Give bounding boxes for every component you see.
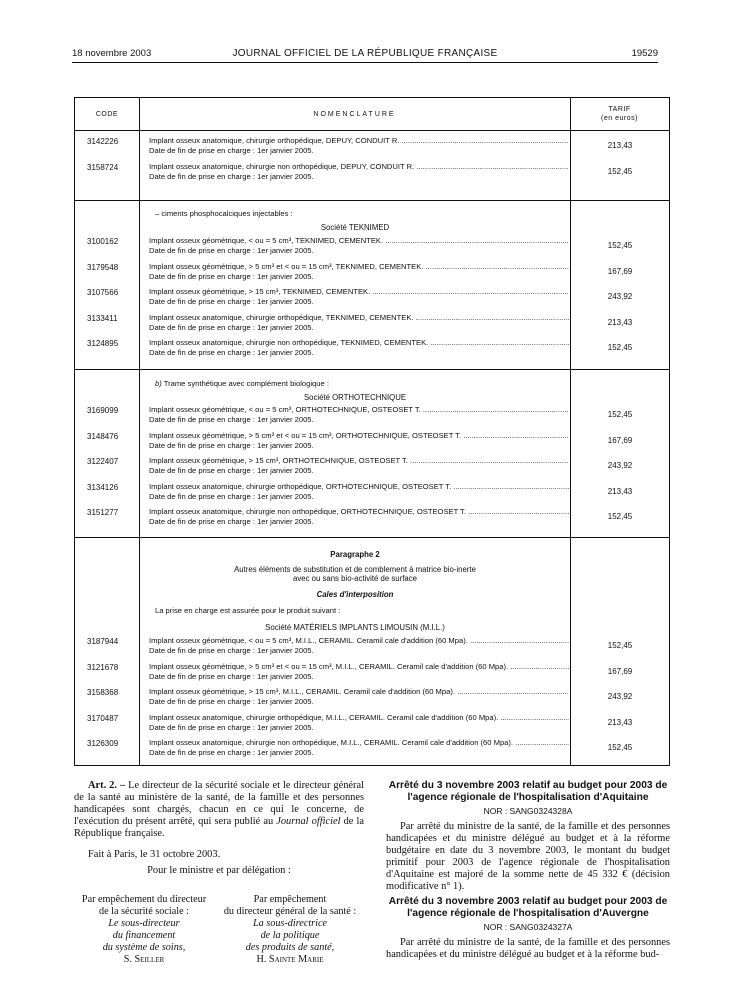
end-date-note: Date de fin de prise en charge : 1er janvier 2005.: [149, 697, 314, 706]
row-description: [149, 662, 569, 682]
description-text: Implant osseux anatomique, chirurgie non orthopédique, M.I.L., CERAMIL. Ceramil cale d'addition (60 Mpa). .....: [149, 738, 569, 748]
row-description: [149, 687, 569, 707]
end-date-note: Date de fin de prise en charge : 1er janvier 2005.: [149, 491, 314, 501]
signature-block-1: Par empêchement du directeur de la sécurité sociale : Le sous-directeur du financement du système de soins, S. Seiller: [74, 894, 214, 966]
signatory-name: H. Sainte Marie: [256, 954, 324, 965]
description-text: Implant osseux géométrique, > 5 cm³ et < ou = 15 cm³, TEKNIMED, CEMENTEK. .....: [149, 262, 569, 272]
article-2: [74, 780, 364, 877]
row-description: [149, 136, 569, 156]
row-description: [149, 262, 569, 282]
end-date-note: Date de fin de prise en charge : 1er janvier 2005.: [149, 466, 314, 475]
row-description: [149, 338, 569, 358]
row-price: 167,69: [607, 266, 633, 276]
row-code: 3151277: [87, 508, 119, 517]
signatory-name: S. Seiller: [123, 954, 165, 965]
section-rule: [75, 369, 669, 370]
row-code: 3142226: [87, 137, 119, 146]
section-letter: b): [155, 379, 162, 388]
arrete-body: Par arrêté du ministre de la santé, de la famille et des personnes handicapées et du ministre délégué au budget et à la réforme budgétaire en date du 3 novembre 2003, le montant du budget primitif pour 2003 de l'agence régionale de l'hospitalisation d'Aquitaine est majoré de la somme nette de 45 332 € (décision modificative n° 1).: [386, 821, 670, 892]
row-price: 213,43: [607, 141, 633, 150]
row-description: [149, 162, 569, 182]
end-date-note: Date de fin de prise en charge : 1er janvier 2005.: [149, 671, 314, 681]
row-description: [149, 738, 569, 758]
row-description: [149, 507, 569, 527]
row-code: 3134126: [87, 482, 119, 492]
row-description: [149, 405, 569, 425]
journal-ref: Journal officiel: [276, 816, 341, 827]
end-date-note: Date de fin de prise en charge : 1er janvier 2005.: [149, 246, 314, 255]
description-text: Implant osseux géométrique, > 5 cm³ et < ou = 15 cm³, M.I.L., CERAMIL. Ceramil cale d'addition (60 Mpa). .....: [149, 662, 569, 672]
end-date-note: Date de fin de prise en charge : 1er janvier 2005.: [149, 440, 314, 450]
description-text: Implant osseux géométrique, < ou = 5 cm³, ORTHOTECHNIQUE, OSTEOSET T. .....: [149, 405, 569, 415]
page-number: 19529: [631, 48, 658, 59]
company-name: Société MATÉRIELS IMPLANTS LIMOUSIN (M.I.L.): [265, 623, 445, 632]
col-header-tarif: TARIF: [608, 106, 631, 113]
arrete-auvergne: [386, 896, 670, 961]
end-date-note: Date de fin de prise en charge : 1er janvier 2005.: [149, 146, 314, 155]
section-intro: [155, 379, 329, 388]
description-text: Implant osseux géométrique, < ou = 5 cm³, M.I.L., CERAMIL. Ceramil cale d'addition (60 Mpa). .....: [149, 636, 569, 646]
col-header-tarif-unit: (en euros): [601, 115, 638, 122]
arrete-title: Arrêté du 3 novembre 2003 relatif au budget pour 2003 de l'agence régionale de l'hospitalisation d'Auvergne: [388, 896, 668, 919]
col-header-nomenclature: NOMENCLATURE: [313, 111, 396, 118]
row-code: 3133411: [87, 313, 118, 323]
section-rule: [75, 537, 669, 538]
row-description: [149, 456, 569, 476]
description-text: Implant osseux géométrique, > 15 cm³, M.I.L., CERAMIL. Ceramil cale d'addition (60 Mpa). .....: [149, 687, 569, 697]
end-date-note: Date de fin de prise en charge : 1er janvier 2005.: [149, 171, 314, 181]
description-text: Implant osseux anatomique, chirurgie non orthopédique, ORTHOTECHNIQUE, OSTEOSET T. .....: [149, 507, 569, 517]
end-date-note: Date de fin de prise en charge : 1er janvier 2005.: [149, 748, 314, 757]
section-intro: – ciments phosphocalciques injectables :: [155, 209, 293, 218]
description-text: Implant osseux géométrique, > 15 cm³, ORTHOTECHNIQUE, OSTEOSET T. .....: [149, 456, 569, 466]
journal-title: JOURNAL OFFICIEL DE LA RÉPUBLIQUE FRANÇAISE: [232, 48, 498, 59]
row-code: 3121678: [87, 662, 119, 672]
article-text: Art. 2. – Le directeur de la sécurité sociale et le directeur général de la santé au ministère de la santé, de la famille et des personnes handicapées sont chargés, chacun en ce qui le concerne, de l'exécution du présent arrêté, qui sera publié au Journal officiel de la République française.: [74, 780, 364, 839]
row-code: 3170487: [87, 713, 119, 723]
section-title: avec ou sans bio-activité de surface: [293, 574, 417, 583]
row-description: [149, 482, 569, 502]
row-description: [149, 287, 569, 307]
description-text: Implant osseux anatomique, chirurgie non orthopédique, DEPUY, CONDUIT R. .....: [149, 162, 569, 172]
row-description: [149, 636, 569, 656]
row-price: 167,69: [607, 666, 633, 676]
arrete-title: Arrêté du 3 novembre 2003 relatif au budget pour 2003 de l'agence régionale de l'hospitalisation d'Aquitaine: [388, 780, 668, 803]
end-date-note: Date de fin de prise en charge : 1er janvier 2005.: [149, 297, 314, 306]
arrete-body: Par arrêté du ministre de la santé, de la famille et des personnes handicapées et du ministre délégué au budget et à la réforme bud-: [386, 937, 670, 960]
section-intro-text: Trame synthétique avec complément biologique :: [163, 379, 329, 388]
row-price: 152,45: [607, 343, 633, 352]
row-price: 152,45: [607, 166, 633, 176]
row-code: 3158724: [87, 162, 119, 172]
row-price: 243,92: [607, 692, 633, 701]
arrete-aquitaine: [386, 780, 670, 893]
row-price: 152,45: [607, 241, 633, 250]
row-code: 3100162: [87, 237, 119, 246]
fait-a-paris: Fait à Paris, le 31 octobre 2003.: [88, 849, 221, 860]
prise-note: La prise en charge est assurée pour le produit suivant :: [155, 606, 341, 615]
row-code: 3124895: [87, 339, 119, 348]
description-text: Implant osseux géométrique, < ou = 5 cm³, TEKNIMED, CEMENTEK. .....: [149, 236, 569, 246]
delegation: Pour le ministre et par délégation :: [147, 865, 291, 876]
row-code: 3126309: [87, 739, 119, 748]
page-header: [72, 48, 658, 60]
row-description: [149, 431, 569, 451]
row-code: 3187944: [87, 637, 119, 646]
row-price: 213,43: [607, 717, 633, 727]
row-price: 243,92: [607, 461, 633, 470]
company-name: Société ORTHOTECHNIQUE: [303, 393, 407, 402]
description-text: Implant osseux anatomique, chirurgie orthopédique, TEKNIMED, CEMENTEK. .....: [149, 313, 569, 323]
header-row-rule: [75, 130, 669, 131]
row-price: 152,45: [607, 512, 633, 521]
row-price: 152,45: [607, 641, 633, 650]
row-price: 213,43: [607, 317, 633, 327]
row-code: 3179548: [87, 262, 119, 272]
article-label: Art. 2. –: [88, 780, 126, 791]
end-date-note: Date de fin de prise en charge : 1er janvier 2005.: [149, 722, 314, 732]
row-price: 243,92: [607, 292, 633, 301]
signature-block-2: Par empêchement du directeur général de la santé : La sous-directrice de la politique des produits de santé, H. Sainte Marie: [214, 894, 366, 966]
row-code: 3122407: [87, 457, 119, 466]
row-price: 213,43: [607, 486, 633, 496]
row-code: 3169099: [87, 406, 119, 415]
nor-reference: NOR : SANG0324328A: [483, 806, 573, 816]
row-description: [149, 713, 569, 733]
paragraph-title: Paragraphe 2: [330, 550, 380, 559]
header-rule: [72, 62, 658, 63]
description-text: Implant osseux anatomique, chirurgie non orthopédique, TEKNIMED, CEMENTEK. .....: [149, 338, 569, 348]
row-description: [149, 313, 569, 333]
end-date-note: Date de fin de prise en charge : 1er janvier 2005.: [149, 271, 314, 281]
end-date-note: Date de fin de prise en charge : 1er janvier 2005.: [149, 415, 314, 424]
section-rule: [75, 200, 669, 201]
row-code: 3158368: [87, 688, 119, 697]
description-text: Implant osseux géométrique, > 15 cm³, TEKNIMED, CEMENTEK. .....: [149, 287, 569, 297]
col-header-code: CODE: [95, 111, 119, 118]
nor-reference: NOR : SANG0324327A: [483, 922, 573, 932]
column-divider: [139, 98, 140, 765]
description-text: Implant osseux anatomique, chirurgie orthopédique, DEPUY, CONDUIT R. .....: [149, 136, 569, 146]
row-price: 152,45: [607, 743, 633, 752]
header-date: 18 novembre 2003: [72, 48, 152, 59]
company-name: Société TEKNIMED: [320, 223, 390, 232]
end-date-note: Date de fin de prise en charge : 1er janvier 2005.: [149, 646, 314, 655]
section-title: Autres éléments de substitution et de comblement à matrice bio-inerte: [234, 565, 476, 574]
description-text: Implant osseux géométrique, > 5 cm³ et < ou = 15 cm³, ORTHOTECHNIQUE, OSTEOSET T. .....: [149, 431, 569, 441]
row-price: 152,45: [607, 410, 633, 419]
row-code: 3107566: [87, 288, 119, 297]
end-date-note: Date de fin de prise en charge : 1er janvier 2005.: [149, 322, 314, 332]
end-date-note: Date de fin de prise en charge : 1er janvier 2005.: [149, 517, 314, 526]
row-price: 167,69: [607, 435, 633, 445]
column-divider: [570, 98, 571, 765]
section-subtitle: Cales d'interposition: [316, 590, 394, 599]
end-date-note: Date de fin de prise en charge : 1er janvier 2005.: [149, 348, 314, 357]
row-code: 3148476: [87, 431, 119, 441]
row-description: [149, 236, 569, 256]
nomenclature-table: [74, 97, 670, 766]
description-text: Implant osseux anatomique, chirurgie orthopédique, M.I.L., CERAMIL. Ceramil cale d'addition (60 Mpa). .....: [149, 713, 569, 723]
description-text: Implant osseux anatomique, chirurgie orthopédique, ORTHOTECHNIQUE, OSTEOSET T. .....: [149, 482, 569, 492]
